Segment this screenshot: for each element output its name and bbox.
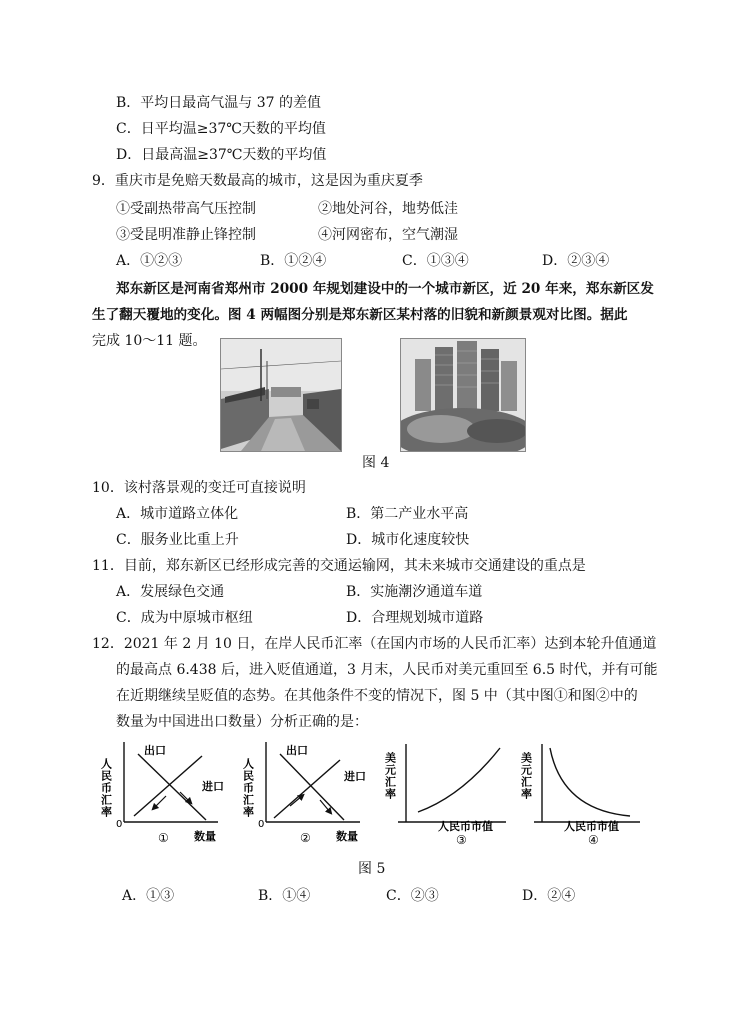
panel-2-label: ②	[300, 831, 311, 845]
figure-5-caption: 图 5	[358, 861, 386, 877]
passage-line-1: 郑东新区是河南省郑州市 2000 年规划建设中的一个城市新区，近 20 年来，郑东新区发	[116, 281, 654, 297]
q12-line-2: 的最高点 6.438 后，进入贬值通道，3 月末，人民币对美元重回至 6.5 时代，并有可能	[116, 662, 658, 678]
panel-4-label: ④	[588, 833, 599, 847]
panel-1-xlabel: 数量	[194, 830, 216, 843]
panel-2-origin: 0	[258, 819, 265, 830]
panel-2-export-line	[280, 754, 344, 820]
q12-option-b: B．①④	[258, 888, 311, 904]
q9-item-1: ①受副热带高气压控制	[116, 201, 256, 217]
q10-option-b: B．第二产业水平高	[346, 506, 469, 522]
q10-option-a: A．城市道路立体化	[116, 506, 239, 522]
panel-2-import-line	[274, 760, 340, 818]
q11-option-b: B．实施潮汐通道车道	[346, 584, 483, 600]
panel-4-ylabel: 美元汇率	[519, 752, 533, 800]
passage-line-3: 完成 10～11 题。	[92, 333, 207, 349]
q11-option-c: C．成为中原城市枢纽	[116, 610, 253, 626]
old-village-photo	[220, 338, 342, 452]
panel-1-export-label: 出口	[144, 744, 166, 757]
q8-option-d: D．日最高温≥37℃天数的平均值	[116, 147, 327, 163]
panel-1-origin: 0	[116, 819, 123, 830]
q12-option-c: C．②③	[386, 888, 439, 904]
panel-1-import-label: 进口	[202, 780, 224, 793]
q12-option-a: A．①③	[122, 888, 175, 904]
figure-4-caption: 图 4	[362, 455, 390, 471]
q12-line-4: 数量为中国进出口数量）分析正确的是：	[116, 714, 368, 730]
panel-1-label: ①	[158, 831, 169, 845]
q11-option-a: A．发展绿色交通	[116, 584, 225, 600]
panel-2-xlabel: 数量	[336, 830, 358, 843]
q9-item-3: ③受昆明准静止锋控制	[116, 227, 256, 243]
q10-option-c: C．服务业比重上升	[116, 532, 239, 548]
passage-line-2: 生了翻天覆地的变化。图 4 两幅图分别是郑东新区某村落的旧貌和新颜景观对比图。据此	[92, 307, 628, 323]
q9-option-a: A．①②③	[116, 253, 183, 269]
panel-4	[520, 744, 641, 847]
q12-line-1: 12．2021 年 2 月 10 日，在岸人民币汇率（在国内市场的人民币汇率）达到本轮升值通道	[92, 636, 657, 652]
new-district-photo	[400, 338, 526, 452]
panel-2-arrow-1	[290, 796, 302, 806]
q9-option-d: D．②③④	[542, 253, 610, 269]
figure-5-diagrams	[98, 738, 642, 848]
panel-3-label: ③	[456, 833, 467, 847]
panel-2-export-label: 出口	[286, 744, 308, 757]
q9-option-b: B．①②④	[260, 253, 327, 269]
q12-line-3: 在近期继续呈贬值的态势。在其他条件不变的情况下，图 5 中（其中图①和图②中的	[116, 688, 638, 704]
panel-3-ylabel: 美元汇率	[383, 752, 397, 800]
panel-3-curve	[418, 748, 500, 812]
q8-option-c: C．日平均温≥37℃天数的平均值	[116, 121, 326, 137]
q11-option-d: D．合理规划城市道路	[346, 610, 484, 626]
q9-item-4: ④河网密布，空气潮湿	[318, 227, 458, 243]
panel-3-xlabel: 人民币市值	[438, 820, 493, 833]
q8-option-b: B．平均日最高气温与 37 的差值	[116, 95, 322, 111]
q9-item-2: ②地处河谷，地势低洼	[318, 201, 458, 217]
panel-2-ylabel: 人民币汇率	[241, 758, 255, 818]
panel-1-arrow-1	[154, 796, 166, 808]
q10-option-d: D．城市化速度较快	[346, 532, 470, 548]
panel-2	[242, 742, 367, 845]
panel-2-arrow-2	[320, 800, 330, 812]
panel-3	[384, 744, 507, 847]
q10-stem: 10．该村落景观的变迁可直接说明	[92, 480, 306, 496]
q9-stem: 9．重庆市是免赔天数最高的城市，这是因为重庆夏季	[92, 173, 423, 189]
panel-1	[100, 742, 225, 845]
panel-4-xlabel: 人民币市值	[564, 820, 619, 833]
panel-1-ylabel-1: 人民币汇率	[99, 758, 113, 818]
panel-2-import-label: 进口	[344, 770, 366, 783]
q12-option-d: D．②④	[522, 888, 576, 904]
q9-option-c: C．①③④	[402, 253, 469, 269]
panel-1-export-line	[138, 754, 206, 820]
q11-stem: 11．目前，郑东新区已经形成完善的交通运输网，其未来城市交通建设的重点是	[92, 558, 586, 574]
panel-4-curve	[550, 748, 630, 816]
